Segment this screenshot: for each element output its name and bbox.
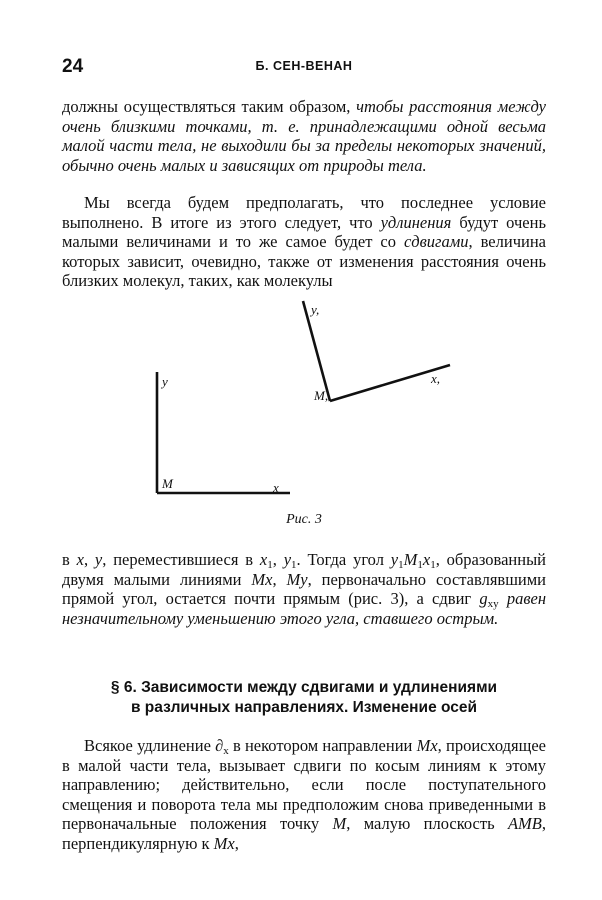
figure-caption: Рис. 3 [286, 512, 322, 527]
p3-text: , [272, 569, 287, 589]
p3-subscript: 1 [398, 559, 404, 571]
p3-var-x1: x [259, 550, 268, 569]
p3-text: , первоначально составлявшими прямой угол, остается почти прямым (рис. 3), а сдвиг [62, 569, 547, 609]
p4-subscript: x [223, 745, 229, 757]
p3-subscript: 1 [417, 559, 423, 571]
label-m1: M, [314, 388, 329, 403]
p4-var-m: M [332, 814, 347, 834]
p3-var: x [422, 550, 431, 569]
p3-text: , образованный двумя малыми линиями [62, 550, 547, 589]
p4-text: , перпендикулярную к [62, 814, 546, 853]
paragraph-3 [62, 550, 546, 628]
p4-text: Всякое удлинение ∂ [84, 736, 224, 755]
running-head: Б. СЕН-ВЕНАН [255, 59, 353, 73]
figure-3-diagram [140, 292, 470, 502]
section-heading-line-2: в различных направлениях. Изменение осей [130, 699, 478, 716]
p3-var-my: My [286, 569, 308, 589]
p3-subscript-xy: xy [487, 598, 499, 611]
page-number: 24 [62, 56, 84, 77]
paragraph-1-italic: чтобы расстояния между очень близкими точками, т. е. принадлежащими одной весьма малой части тела, не выходили бы за пределы некоторых значений, обычно очень малых и зависящих от природы тела. [62, 97, 546, 175]
p3-var-y1: y [283, 550, 292, 569]
p3-italic-end: равен незначительному уменьшению этого угла, ставшего острым. [62, 589, 547, 628]
label-y1: y, [311, 302, 320, 317]
p3-var-mx: Mx [251, 569, 273, 589]
paragraph-1 [62, 97, 546, 175]
figure-3 [140, 292, 470, 502]
paragraph-2 [62, 193, 546, 291]
p4-var-amb: AMB [507, 814, 542, 834]
paragraph-4 [62, 736, 546, 854]
p4-text: , малую плоскость [346, 814, 508, 834]
paragraph-2-text-c: , величина которых зависит, очевидно, также от изменения расстояния очень близких молекул, таких, как молекулы [62, 232, 546, 291]
p3-text: , [272, 550, 284, 569]
p3-subscript: 1 [267, 559, 273, 571]
paragraph-2-text-a: Мы всегда будем предполагать, что последнее условие выполнено. В итоге из этого следует, что [62, 193, 546, 232]
p3-var: M [403, 550, 418, 569]
paragraph-2-italic-a: удлинения [380, 212, 452, 232]
p4-var-mx: Mx [416, 736, 438, 755]
paragraph-2-text-b: будут очень малыми величинами и то же самое будет со [62, 212, 546, 252]
section-heading-line-1: § 6. Зависимости между сдвигами и удлинениями [110, 679, 498, 696]
label-x1: x, [431, 371, 441, 386]
label-m: M [162, 476, 173, 491]
paragraph-1-text: должны осуществляться таким образом, [62, 97, 357, 116]
label-y: y [162, 374, 168, 389]
p3-var-x: x [76, 550, 84, 569]
label-x: x [273, 480, 279, 495]
p3-var: y [390, 550, 399, 569]
p3-var-y: y [94, 550, 103, 569]
p3-subscript: 1 [291, 559, 297, 571]
p3-var-g: g [479, 589, 488, 609]
paragraph-2-italic-b: сдвигами [403, 232, 469, 252]
p4-text: , происходящее в малой части тела, вызывает сдвиги по косым линиям к этому направлению; действительно, если после поступательного смещения и поворота тела мы предположим снова приведенными в первоначальные положения точку [62, 736, 546, 834]
page-header [62, 56, 546, 78]
p3-text: . Тогда угол [296, 550, 391, 569]
p3-text: , [83, 550, 95, 569]
p4-text: , [234, 833, 239, 853]
p3-subscript: 1 [430, 559, 436, 571]
p4-text: в некотором направлении [228, 736, 417, 755]
p3-text: , переместившиеся в [102, 550, 260, 569]
section-heading [62, 678, 546, 718]
p4-var-mx: Mx [213, 833, 235, 853]
p3-text: в [62, 550, 77, 569]
